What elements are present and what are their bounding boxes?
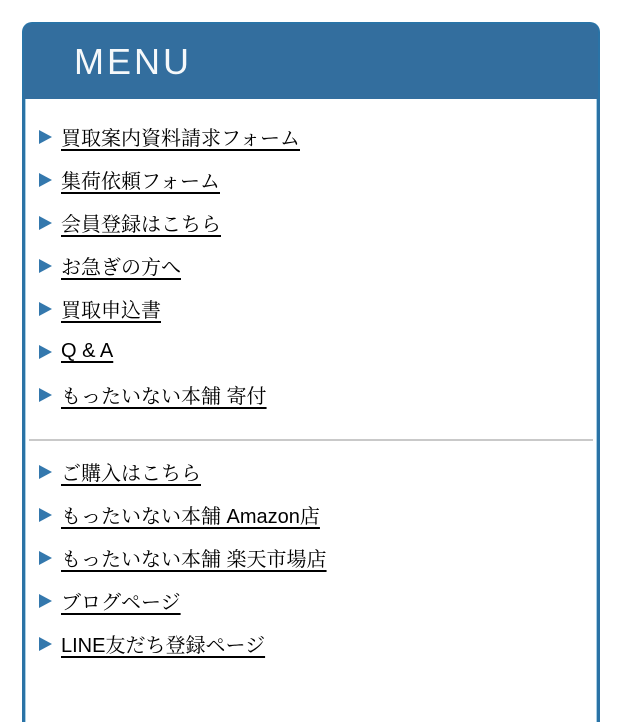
menu-link-blog-page[interactable]: ブログページ <box>61 592 181 614</box>
menu-header <box>24 24 598 99</box>
arrow-right-icon <box>39 302 52 316</box>
menu-item-line-friend-registration[interactable] <box>36 633 581 657</box>
menu-item-member-registration[interactable] <box>36 212 581 236</box>
menu-item-in-a-hurry[interactable] <box>36 255 581 279</box>
menu-title: MENU <box>74 40 192 82</box>
menu-item-purchase-here[interactable] <box>36 461 581 485</box>
menu-link-buyback-info-request-form[interactable]: 買取案内資料請求フォーム <box>61 128 300 150</box>
arrow-right-icon <box>39 259 52 273</box>
menu-item-donation[interactable] <box>36 384 581 408</box>
menu-item-qa[interactable] <box>36 341 581 362</box>
menu-link-pickup-request-form[interactable]: 集荷依頼フォーム <box>61 171 220 193</box>
menu-item-blog-page[interactable] <box>36 590 581 614</box>
menu-widget <box>22 22 600 722</box>
menu-link-buyback-application[interactable]: 買取申込書 <box>61 300 161 322</box>
menu-link-member-registration[interactable]: 会員登録はこちら <box>61 214 221 236</box>
menu-item-amazon-store[interactable] <box>36 504 581 528</box>
arrow-right-icon <box>39 130 52 144</box>
arrow-right-icon <box>39 465 52 479</box>
arrow-right-icon <box>39 551 52 565</box>
arrow-right-icon <box>39 216 52 230</box>
arrow-right-icon <box>39 594 52 608</box>
arrow-right-icon <box>39 508 52 522</box>
menu-link-donation[interactable]: もったいない本舗 寄付 <box>61 386 267 408</box>
menu-item-rakuten-store[interactable] <box>36 547 581 571</box>
arrow-right-icon <box>39 173 52 187</box>
menu-link-rakuten-store[interactable]: もったいない本舗 楽天市場店 <box>61 549 327 571</box>
menu-item-pickup-request-form[interactable] <box>36 169 581 193</box>
arrow-right-icon <box>39 388 52 402</box>
menu-link-line-friend-registration[interactable]: LINE友だち登録ページ <box>61 635 266 657</box>
menu-item-buyback-info-request-form[interactable] <box>36 126 581 150</box>
menu-item-buyback-application[interactable] <box>36 298 581 322</box>
menu-link-in-a-hurry[interactable]: お急ぎの方へ <box>61 257 181 279</box>
menu-link-qa[interactable]: Q & A <box>61 340 114 362</box>
menu-list-group-2 <box>25 461 597 686</box>
arrow-right-icon <box>39 637 52 651</box>
menu-list-group-1 <box>25 99 597 437</box>
menu-group-divider <box>29 439 593 441</box>
menu-link-purchase-here[interactable]: ご購入はこちら <box>61 463 201 485</box>
menu-link-amazon-store[interactable]: もったいない本舗 Amazon店 <box>61 506 320 528</box>
arrow-right-icon <box>39 345 52 359</box>
